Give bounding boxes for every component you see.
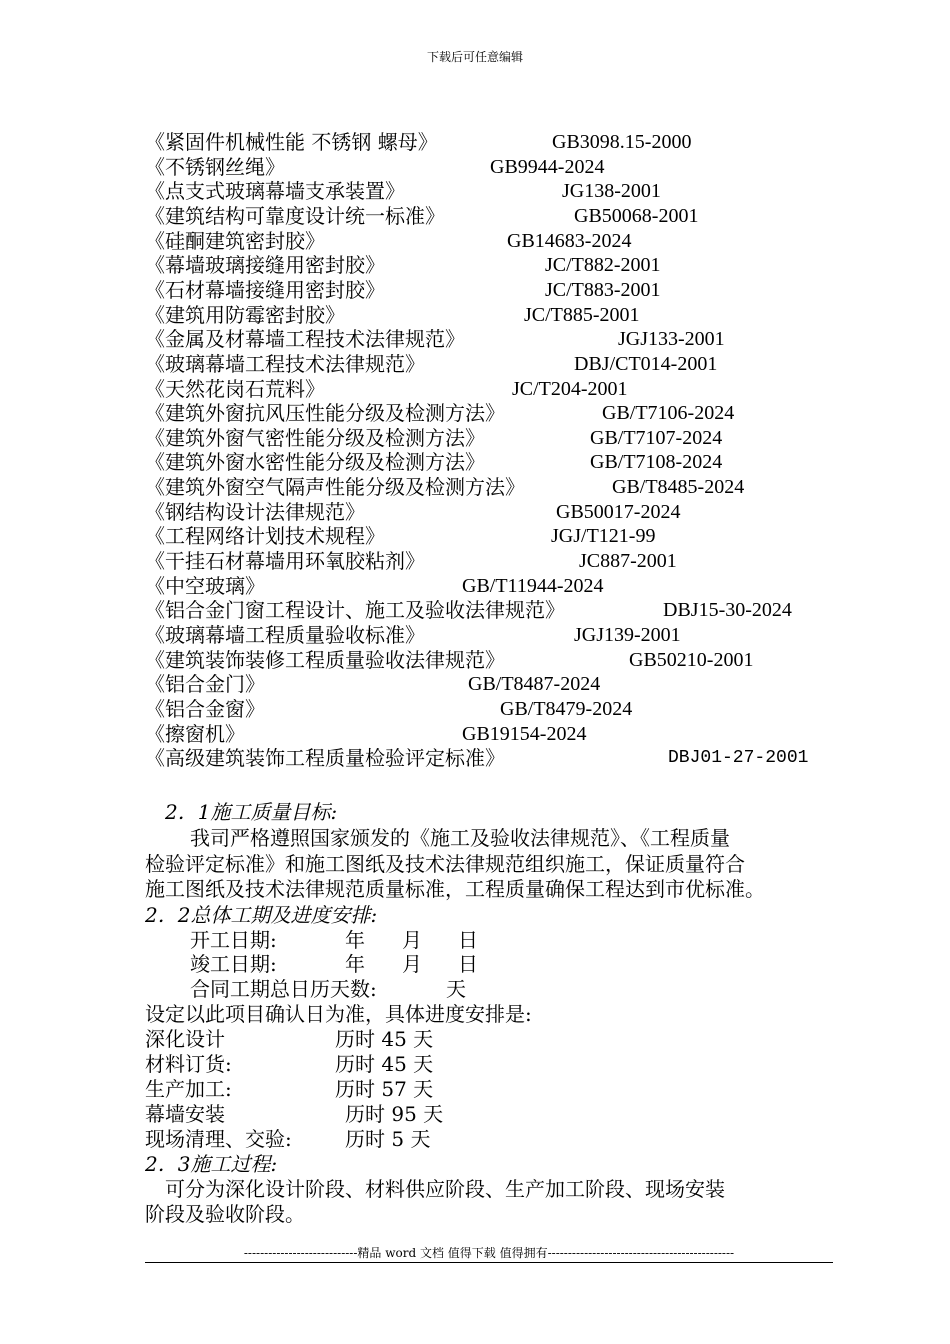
standard-code: GB19154-2024 [462,722,587,745]
standard-title: 《幕墙玻璃接缝用密封胶》 [145,253,385,278]
standard-code: JC887-2001 [579,550,677,573]
schedule-phase: 幕墙安装 [145,1102,225,1126]
footer-divider [145,1262,833,1263]
standard-code: DBJ/CT014-2001 [574,352,718,375]
section-heading: 2．2总体工期及进度安排: [145,903,378,927]
standard-title: 《玻璃幕墙工程质量验收标准》 [145,623,425,647]
standard-row [145,450,845,474]
paragraph-line: 我司严格遵照国家颁发的《施工及验收法律规范》、《工程质量 [190,826,730,850]
footer-text: ----------------------------精品 word 文档 值得下载 值得拥有---------------------------------------------- [243,1246,735,1260]
standard-row [145,697,845,721]
section-heading: 2．3施工过程: [145,1152,278,1176]
standard-title: 《建筑外窗水密性能分级及检测方法》 [145,450,485,475]
standard-code: GB9944-2024 [490,155,605,178]
standard-code: JC/T204-2001 [512,377,628,400]
standard-code: GB50210-2001 [629,648,754,671]
standard-row [145,253,845,277]
schedule-phase: 生产加工: [145,1077,232,1101]
month-label: 月 [402,952,422,976]
standard-row [145,574,845,598]
standard-code: JC/T883-2001 [545,278,661,301]
standard-code: DBJ01-27-2001 [668,748,809,769]
standard-title: 《工程网络计划技术规程》 [145,524,385,549]
standard-title: 《高级建筑装饰工程质量检验评定标准》 [145,746,505,771]
end-date-label: 竣工日期: [190,952,277,976]
standard-row [145,278,845,302]
standard-code: JGJ139-2001 [574,624,681,646]
standard-row [145,204,845,228]
standard-row [145,672,845,696]
standard-code: JGJ133-2001 [618,328,725,351]
standard-title: 《中空玻璃》 [145,573,265,598]
standard-code: GB14683-2024 [507,229,632,252]
standard-title: 《铝合金门》 [145,672,265,697]
paragraph-line: 阶段及验收阶段。 [145,1202,305,1226]
standard-code: GB50068-2001 [574,204,699,227]
paragraph-line: 检验评定标准》和施工图纸及技术法律规范组织施工，保证质量符合 [145,852,745,876]
standard-code: GB/T8485-2024 [612,476,745,499]
standard-row [145,746,845,770]
standard-row [145,352,845,376]
schedule-duration: 历时 45 天 [335,1052,434,1076]
day-label: 日 [458,928,478,952]
standard-code: GB/T7108-2024 [590,451,723,474]
standard-row [145,377,845,401]
standard-title: 《建筑外窗空气隔声性能分级及检测方法》 [145,475,525,500]
standard-title: 《建筑外窗气密性能分级及检测方法》 [145,425,485,450]
standard-title: 《建筑用防霉密封胶》 [145,302,345,327]
paragraph-line: 施工图纸及技术法律规范质量标准，工程质量确保工程达到市优标准。 [145,877,765,901]
standard-row [145,303,845,327]
standard-code: JC/T885-2001 [524,303,640,326]
standard-row [145,475,845,499]
standard-row [145,549,845,573]
schedule-duration: 历时 5 天 [345,1127,431,1151]
paragraph-line: 可分为深化设计阶段、材料供应阶段、生产加工阶段、现场安装 [165,1177,725,1201]
standard-row [145,155,845,179]
day-label: 日 [458,952,478,976]
year-label: 年 [345,952,365,976]
schedule-intro: 设定以此项目确认日为准，具体进度安排是: [145,1002,532,1026]
standard-title: 《金属及材幕墙工程技术法律规范》 [145,327,465,352]
standard-code: JC/T882-2001 [545,254,661,277]
standard-title: 《石材幕墙接缝用密封胶》 [145,277,385,302]
standard-row [145,648,845,672]
standard-row [145,524,845,548]
total-days-label: 合同工期总日历天数: [190,977,377,1001]
standard-code: JG138-2001 [562,180,661,203]
standard-title: 《干挂石材幕墙用环氧胶粘剂》 [145,549,425,574]
standard-title: 《玻璃幕墙工程技术法律规范》 [145,351,425,376]
standard-row [145,623,845,647]
standard-row [145,426,845,450]
schedule-phase: 现场清理、交验: [145,1127,292,1151]
month-label: 月 [402,928,422,952]
standard-title: 《建筑装饰装修工程质量验收法律规范》 [145,647,505,672]
standard-row [145,598,845,622]
standard-title: 《建筑外窗抗风压性能分级及检测方法》 [145,401,505,426]
standard-title: 《不锈钢丝绳》 [145,154,285,179]
standard-row [145,130,845,154]
standard-code: GB3098.15-2000 [552,131,692,153]
standard-title: 《钢结构设计法律规范》 [145,499,365,524]
schedule-duration: 历时 45 天 [335,1027,434,1051]
standard-code: GB/T7107-2024 [590,426,723,449]
standard-code: GB/T7106-2024 [602,402,735,425]
standard-row [145,401,845,425]
standard-title: 《铝合金窗》 [145,696,265,721]
standard-row [145,722,845,746]
year-label: 年 [345,928,365,952]
schedule-duration: 历时 57 天 [335,1077,434,1101]
standard-row [145,327,845,351]
standard-row [145,229,845,253]
total-days-unit: 天 [446,977,466,1001]
standard-row [145,500,845,524]
standard-code: DBJ15-30-2024 [663,599,792,622]
standard-code: GB/T8479-2024 [500,697,633,720]
schedule-phase: 材料订货: [145,1052,232,1076]
schedule-phase: 深化设计 [145,1027,225,1051]
standard-title: 《硅酮建筑密封胶》 [145,228,325,253]
section-heading: 2．1施工质量目标: [165,800,338,824]
standard-title: 《铝合金门窗工程设计、施工及验收法律规范》 [145,598,565,623]
standard-title: 《擦窗机》 [145,721,245,746]
standard-code: GB50017-2024 [556,500,681,523]
header-note: 下载后可任意编辑 [426,50,523,64]
standard-row [145,179,845,203]
standard-code: GB/T11944-2024 [462,574,604,597]
standard-title: 《建筑结构可靠度设计统一标准》 [145,203,445,228]
standard-title: 《紧固件机械性能 不锈钢 螺母》 [145,130,438,154]
start-date-label: 开工日期: [190,928,277,952]
standard-title: 《天然花岗石荒料》 [145,376,325,401]
standard-title: 《点支式玻璃幕墙支承装置》 [145,179,405,204]
schedule-duration: 历时 95 天 [345,1102,444,1126]
standard-code: JGJ/T121-99 [551,525,656,548]
standard-code: GB/T8487-2024 [468,673,601,696]
